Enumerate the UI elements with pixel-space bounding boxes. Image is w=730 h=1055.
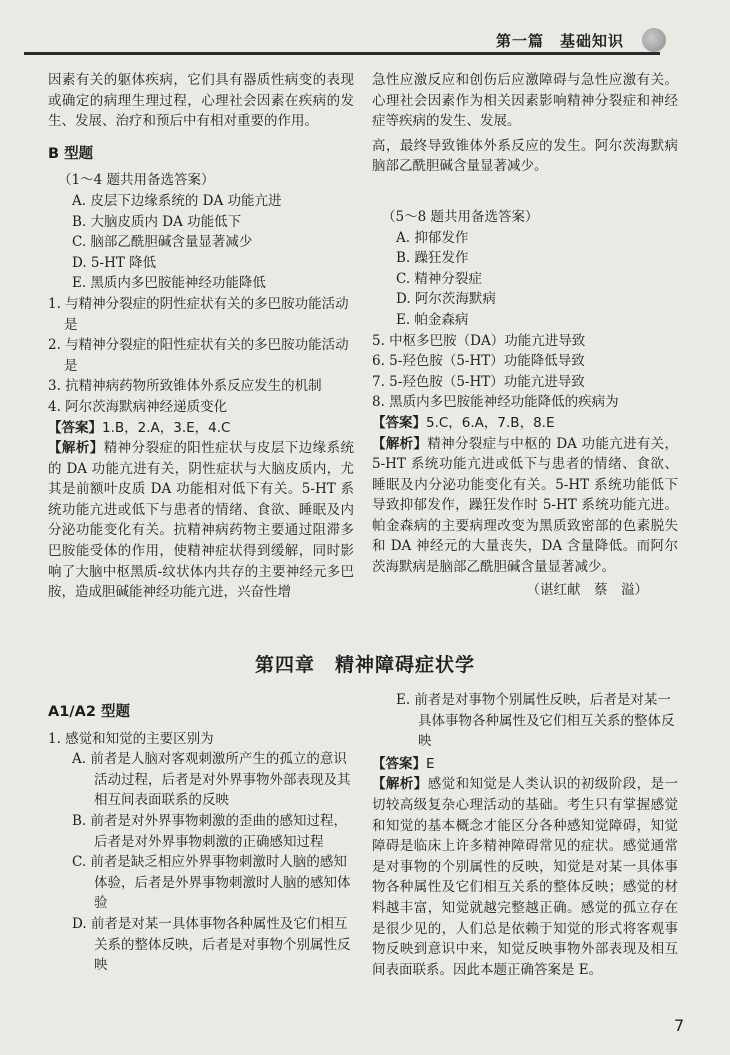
option-d: D. 5-HT 降低 (72, 254, 157, 271)
answer-value: 1.B，2.A，3.E，4.C (102, 419, 231, 436)
author-signature: （谌红献 蔡 溢） (526, 581, 648, 598)
option-d-2: D. 阿尔茨海默病 (396, 291, 496, 308)
question-6: 6. 5-羟色胺（5-HT）功能降低导致 (372, 353, 585, 370)
right-intro: 急性应激反应和创伤后应激障碍与急性应激有关。心理社会因素作为相关因素影响精神分裂症和神经症等疾病的发生、发展。 (372, 72, 678, 130)
ch4-answer-line (372, 754, 678, 775)
answer-line (48, 418, 354, 439)
right-intro-continued: 高，最终导致锥体外系反应的发生。阿尔茨海默病脑部乙酰胆碱含量显著减少。 (372, 137, 678, 175)
question-8: 8. 黑质内多巴胺能神经功能降低的疾病为 (372, 394, 619, 411)
ch4-option-e: E. 前者是对事物个别属性反映，后者是对某一具体事物各种属性及它们相互关系的整体反映 (396, 692, 675, 750)
header-decoration-icon (642, 28, 666, 52)
answer-label: 【答案】 (48, 419, 102, 436)
shared-options-note: （1～4 题共用备选答案） (58, 172, 215, 189)
page-header (0, 0, 730, 62)
option-e-2: E. 帕金森病 (396, 311, 469, 328)
question-4: 4. 阿尔茨海默病神经递质变化 (48, 398, 228, 415)
bottom-left-column (48, 690, 354, 976)
explanation-label: 【解析】 (48, 440, 104, 457)
ch4-option-c: C. 前者是缺乏相应外界事物刺激时人脑的感知体验，后者是外界事物刺激时人脑的感知体验 (72, 854, 351, 912)
page-number: 7 (674, 1016, 685, 1035)
left-column (48, 70, 354, 603)
ch4-explanation-text: 感觉和知觉是人类认识的初级阶段，是一切较高级复杂心理活动的基础。考生只有掌握感觉和知觉的基本概念才能区分各种感知觉障碍，知觉障碍是临床上许多精神障碍常见的症状。感觉通常是对事物的个别属性的反映，知觉是对某一具体事物各种属性及它们相互关系的整体反映；感觉的材料越丰富，知觉就越完整越正确。感觉的孤立存在是很少见的，人们总是依赖于知觉的形式将客观事物反映到意识中来，知觉反映事物外部表现及相互间表面联系。因此本题正确答案是 E。 (372, 776, 679, 978)
answer-value-2: 5.C，6.A，7.B，8.E (426, 414, 555, 431)
answer-line-2 (372, 413, 678, 434)
chapter-title: 第四章 精神障碍症状学 (254, 654, 475, 676)
question-7: 7. 5-羟色胺（5-HT）功能亢进导致 (372, 373, 585, 390)
option-c: C. 脑部乙酰胆碱含量显著减少 (72, 234, 253, 251)
ch4-explanation-label: 【解析】 (372, 776, 428, 793)
option-a: A. 皮层下边缘系统的 DA 功能亢进 (72, 192, 282, 209)
header-title: 第一篇 基础知识 (496, 32, 625, 50)
ch4-option-b: B. 前者是对外界事物刺激的歪曲的感知过程，后者是对外界事物刺激的正确感知过程 (72, 812, 348, 850)
option-b: B. 大脑皮质内 DA 功能低下 (72, 213, 242, 230)
option-c-2: C. 精神分裂症 (396, 270, 482, 287)
explanation-text-2: 精神分裂症与中枢的 DA 功能亢进有关，5-HT 系统功能亢进或低下与患者的情绪、食欲、睡眠及内分泌功能变化有关。5-HT 系统功能低下导致抑郁发作，躁狂发作时 5-HT 系统功能亢进。帕金森病的主要病理改变为黑质致密部的色素脱失和 DA 神经元的大量丧失，DA 含量降低。而阿尔茨海默病是脑部乙酰胆碱含量显著减少。 (372, 435, 679, 576)
shared-options-note-2: （5～8 题共用备选答案） (382, 208, 539, 225)
ch4-option-a: A. 前者是人脑对客观刺激所产生的孤立的意识活动过程，后者是对外界事物外部表现及其相互间表面联系的反映 (72, 751, 351, 809)
left-intro: 因素有关的躯体疾病，它们具有器质性病变的表现或确定的病理生理过程，心理社会因素在疾病的发生、发展、治疗和预后中有相对重要的作用。 (48, 72, 354, 130)
option-e: E. 黑质内多巴胺能神经功能降低 (72, 275, 266, 292)
option-b-2: B. 躁狂发作 (396, 250, 469, 267)
ch4-explanation (372, 774, 678, 980)
question-1: 1. 与精神分裂症的阴性症状有关的多巴胺功能活动是 (48, 295, 349, 333)
explanation (48, 438, 354, 603)
ch4-option-d: D. 前者是对某一具体事物各种属性及它们相互关系的整体反映，后者是对事物个别属性反映 (72, 915, 351, 974)
header-rule (24, 52, 660, 55)
question-5: 5. 中枢多巴胺（DA）功能亢进导致 (372, 332, 586, 349)
explanation-label-2: 【解析】 (372, 435, 428, 452)
section-title-b: B 型题 (48, 145, 94, 162)
question-2: 2. 与精神分裂症的阳性症状有关的多巴胺功能活动是 (48, 337, 349, 374)
question-ch4-1: 1. 感觉和知觉的主要区别为 (48, 730, 214, 747)
right-column (372, 70, 678, 600)
ch4-answer-label: 【答案】 (372, 755, 426, 772)
bottom-right-column (372, 690, 678, 980)
ch4-answer-value: E (426, 755, 435, 772)
explanation-text: 精神分裂症的阳性症状与皮层下边缘系统的 DA 功能亢进有关，阴性症状与大脑皮质内，尤其是前额叶皮质 DA 功能相对低下有关。5-HT 系统功能亢进或低下与患者的情绪、食欲、睡眠及内分泌功能变化有关。抗精神病药物主要通过阻滞多巴胺能受体的作用，使精神症状得到缓解，同时影响了大脑中枢黑质-纹状体内共存的主要神经元多巴胺，造成胆碱能神经功能亢进，兴奋性增 (48, 440, 355, 601)
explanation-2 (372, 434, 678, 578)
section-title-a1a2: A1/A2 型题 (48, 704, 130, 720)
question-3: 3. 抗精神病药物所致锥体外系反应发生的机制 (48, 378, 322, 395)
answer-label-2: 【答案】 (372, 414, 426, 431)
option-a-2: A. 抑郁发作 (396, 229, 469, 246)
